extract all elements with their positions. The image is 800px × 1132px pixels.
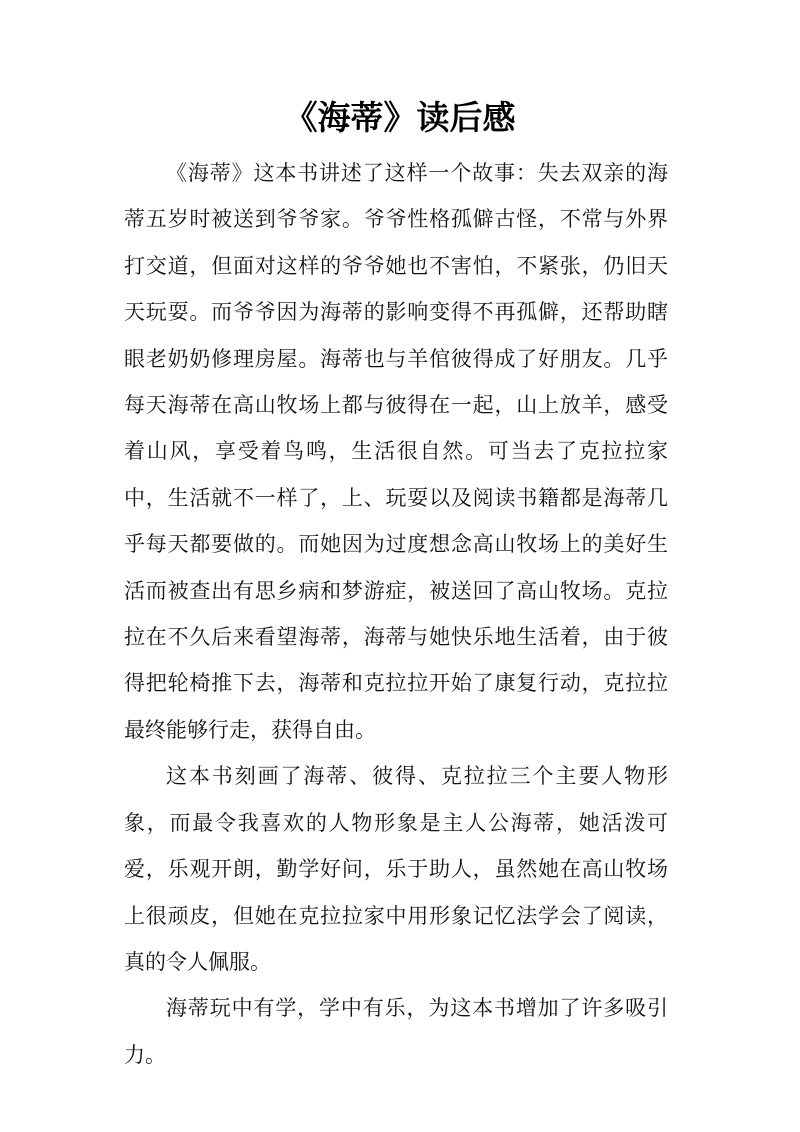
document-title: 《海蒂》读后感: [284, 98, 516, 137]
paragraph-conclusion: 海蒂玩中有学，学中有乐，为这本书增加了许多吸引力。: [124, 996, 668, 1067]
paragraph-story-summary: 《海蒂》这本书讲述了这样一个故事：失去双亲的海蒂五岁时被送到爷爷家。爷爷性格孤僻古怪，不常与外界打交道，但面对这样的爷爷她也不害怕，不紧张，仍旧天天玩耍。而爷爷因为海蒂的影响变得不再孤僻，还帮助瞎眼老奶奶修理房屋。海蒂也与羊倌彼得成了好朋友。几乎每天海蒂在高山牧场上都与彼得在一起，山上放羊，感受着山风，享受着鸟鸣，生活很自然。可当去了克拉拉家中，生活就不一样了，上、玩耍以及阅读书籍都是海蒂几乎每天都要做的。而她因为过度想念高山牧场上的美好生活而被查出有思乡病和梦游症，被送回了高山牧场。克拉拉在不久后来看望海蒂，海蒂与她快乐地生活着，由于彼得把轮椅推下去，海蒂和克拉拉开始了康复行动，克拉拉最终能够行走，获得自由。: [124, 161, 668, 742]
paragraph-characters: 这本书刻画了海蒂、彼得、克拉拉三个主要人物形象，而最令我喜欢的人物形象是主人公海蒂，她活泼可爱，乐观开朗，勤学好问，乐于助人，虽然她在高山牧场上很顽皮，但她在克拉拉家中用形象记忆法学会了阅读，真的令人佩服。: [124, 764, 668, 974]
document-body: [124, 150, 668, 1078]
